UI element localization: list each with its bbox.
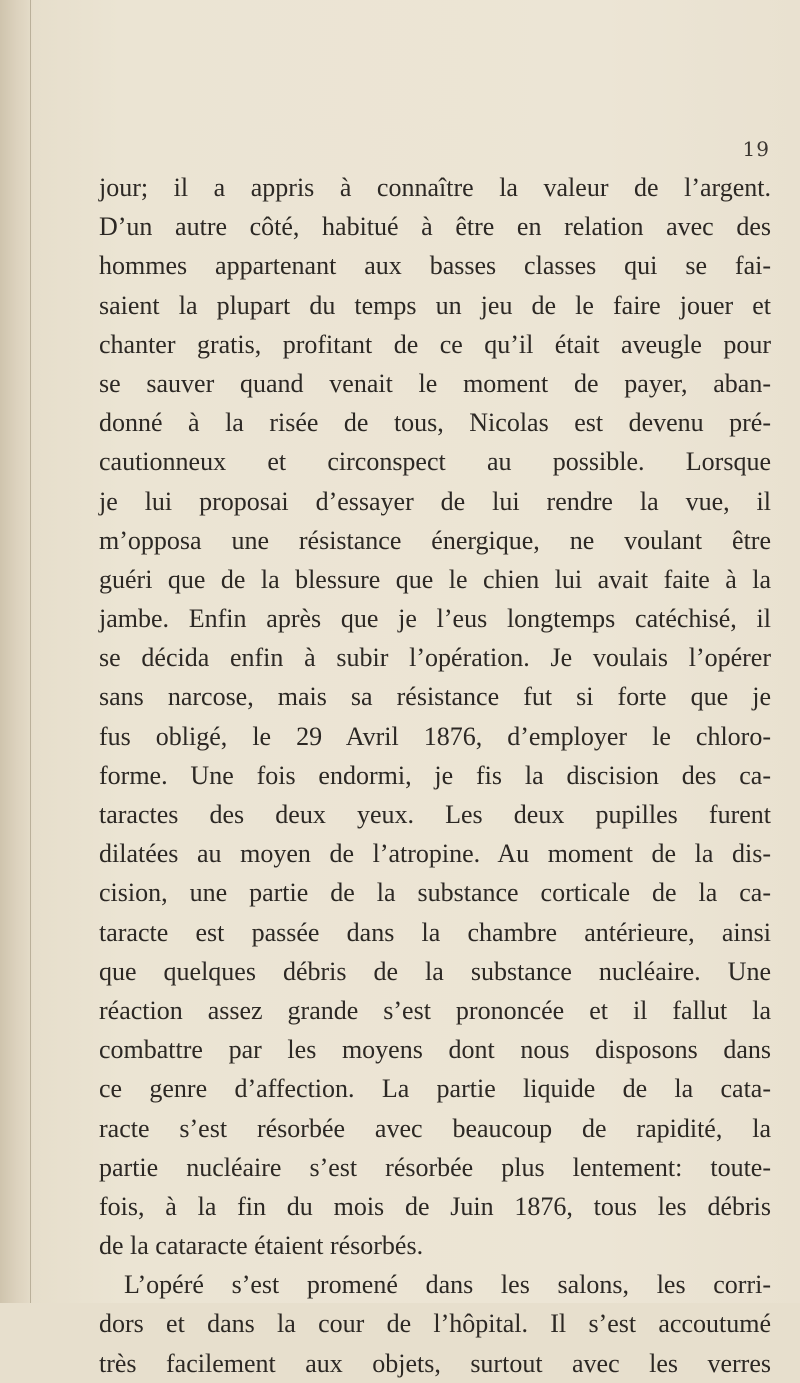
text-line: de la cataracte étaient résorbés. xyxy=(99,1231,424,1261)
text-line: L’opéré s’est promené dans les salons, les corri- xyxy=(124,1270,771,1300)
body-text xyxy=(99,168,771,1383)
text-line: combattre par les moyens dont nous disposons dans xyxy=(99,1035,771,1065)
text-line: m’opposa une résistance énergique, ne voulant être xyxy=(99,525,771,555)
binding-shadow xyxy=(0,0,34,1303)
text-line: fus obligé, le 29 Avril 1876, d’employer le chloro- xyxy=(99,721,771,751)
page-number: 19 xyxy=(742,137,770,161)
text-line: donné à la risée de tous, Nicolas est devenu pré- xyxy=(99,408,771,438)
text-line: taractes des deux yeux. Les deux pupilles furent xyxy=(99,800,771,829)
text-line: chanter gratis, profitant de ce qu’il était aveugle pour xyxy=(99,329,771,359)
text-line: très facilement aux objets, surtout avec les verres xyxy=(99,1348,771,1378)
text-line: réaction assez grande s’est prononcée et il fallut la xyxy=(99,995,771,1025)
text-line: taracte est passée dans la chambre antérieure, ainsi xyxy=(99,917,771,947)
text-line: racte s’est résorbée avec beaucoup de rapidité, la xyxy=(99,1113,771,1143)
text-line: hommes appartenant aux basses classes qui se fai- xyxy=(99,251,771,281)
text-line: jour; il a appris à connaître la valeur de l’argent. xyxy=(99,173,771,202)
text-line: que quelques débris de la substance nucléaire. Une xyxy=(99,956,771,986)
text-line: dors et dans la cour de l’hôpital. Il s’est accoutumé xyxy=(99,1309,771,1339)
text-line: cautionneux et circonspect au possible. Lorsque xyxy=(99,447,771,477)
text-line: se sauver quand venait le moment de payer, aban- xyxy=(99,368,771,398)
text-line: ce genre d’affection. La partie liquide de la cata- xyxy=(99,1074,771,1104)
text-line: je lui proposai d’essayer de lui rendre la vue, il xyxy=(99,486,771,516)
text-line: jambe. Enfin après que je l’eus longtemps catéchisé, il xyxy=(99,604,771,634)
text-line: partie nucléaire s’est résorbée plus lentement: toute- xyxy=(99,1152,771,1182)
text-line: cision, une partie de la substance corticale de la ca- xyxy=(99,878,771,908)
text-line: fois, à la fin du mois de Juin 1876, tous les débris xyxy=(99,1191,771,1221)
text-line: guéri que de la blessure que le chien lui avait faite à la xyxy=(99,564,771,594)
text-line: se décida enfin à subir l’opération. Je voulais l’opérer xyxy=(99,643,771,673)
binding-line xyxy=(30,0,31,1303)
text-line: forme. Une fois endormi, je fis la discision des ca- xyxy=(99,760,771,790)
text-line: D’un autre côté, habitué à être en relation avec des xyxy=(99,212,771,242)
text-line: sans narcose, mais sa résistance fut si forte que je xyxy=(99,682,771,712)
text-line: dilatées au moyen de l’atropine. Au moment de la dis- xyxy=(99,839,771,869)
text-line: saient la plupart du temps un jeu de le faire jouer et xyxy=(99,290,771,320)
